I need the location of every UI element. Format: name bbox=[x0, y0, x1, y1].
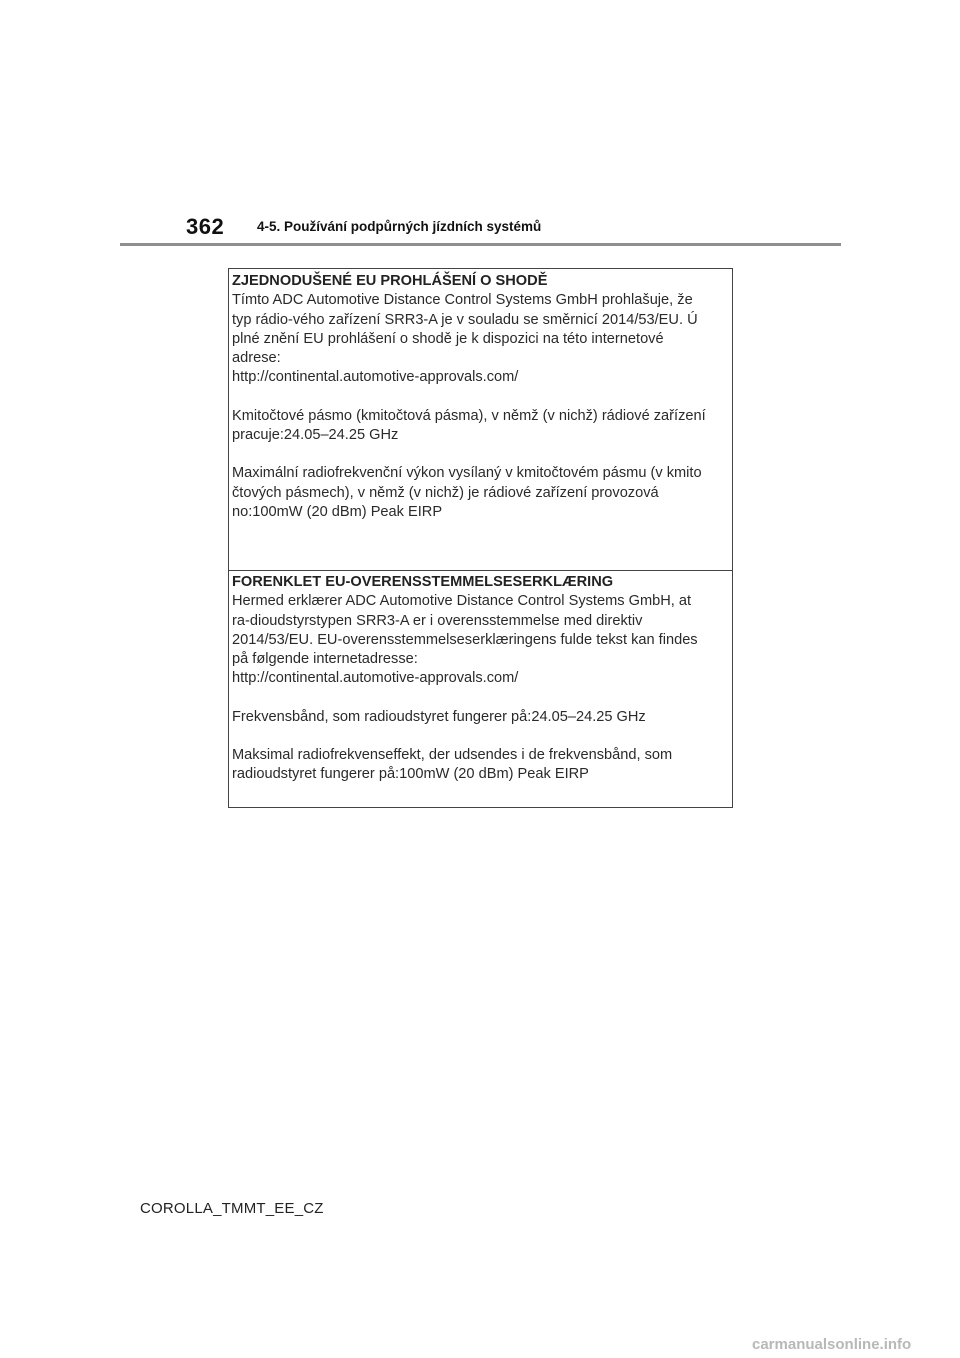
text-line: typ rádio-vého zařízení SRR3-A je v souladu se směrnicí 2014/53/EU. Ú bbox=[232, 311, 698, 328]
czech-frequency-paragraph bbox=[232, 407, 732, 446]
paragraph-spacer bbox=[232, 727, 732, 746]
approval-url: http://continental.automotive-approvals.com/ bbox=[232, 369, 519, 386]
danish-declaration-paragraph bbox=[232, 592, 732, 688]
text-line: Tímto ADC Automotive Distance Control Systems GmbH prohlašuje, že bbox=[232, 292, 693, 309]
text-line: Hermed erklærer ADC Automotive Distance Control Systems GmbH, at bbox=[232, 593, 692, 610]
declaration-box bbox=[228, 268, 733, 808]
text-line: Frekvensbånd, som radioudstyret fungerer på:24.05–24.25 GHz bbox=[232, 708, 646, 725]
text-line: plné znění EU prohlášení o shodě je k dispozici na této internetové bbox=[232, 330, 664, 347]
danish-power-paragraph bbox=[232, 746, 732, 785]
czech-declaration-paragraph bbox=[232, 291, 732, 387]
text-line: adrese: bbox=[232, 350, 281, 367]
text-line: pracuje:24.05–24.25 GHz bbox=[232, 427, 399, 444]
header-divider bbox=[120, 243, 841, 246]
document-code: COROLLA_TMMT_EE_CZ bbox=[140, 1200, 324, 1217]
text-line: Maksimal radiofrekvenseffekt, der udsendes i de frekvensbånd, som bbox=[232, 747, 673, 764]
text-line: radioudstyret fungerer på:100mW (20 dBm) Peak EIRP bbox=[232, 766, 589, 783]
text-line: Maximální radiofrekvenční výkon vysílaný v kmitočtovém pásmu (v kmito bbox=[232, 465, 702, 482]
danish-declaration-panel bbox=[229, 570, 732, 808]
paragraph-spacer bbox=[232, 689, 732, 708]
approval-url: http://continental.automotive-approvals.com/ bbox=[232, 670, 519, 687]
paragraph-spacer bbox=[232, 388, 732, 407]
text-line: 2014/53/EU. EU-overensstemmelseserklæringens fulde tekst kan findes bbox=[232, 631, 698, 648]
danish-frequency-paragraph bbox=[232, 708, 732, 727]
text-line: ra-dioudstyrstypen SRR3-A er i overensstemmelse med direktiv bbox=[232, 612, 643, 629]
text-line: čtových pásmech), v němž (v nichž) je rádiové zařízení provozová bbox=[232, 484, 659, 501]
page-number: 362 bbox=[186, 214, 225, 239]
paragraph-spacer bbox=[232, 445, 732, 464]
czech-power-paragraph bbox=[232, 464, 732, 522]
section-title: 4-5. Používání podpůrných jízdních systémů bbox=[257, 219, 542, 234]
text-line: Kmitočtové pásmo (kmitočtová pásma), v němž (v nichž) rádiové zařízení bbox=[232, 407, 706, 424]
site-watermark: carmanualsonline.info bbox=[752, 1336, 912, 1353]
czech-declaration-panel bbox=[229, 269, 732, 570]
text-line: no:100mW (20 dBm) Peak EIRP bbox=[232, 503, 443, 520]
text-line: på følgende internetadresse: bbox=[232, 651, 418, 668]
czech-declaration-heading: ZJEDNODUŠENÉ EU PROHLÁŠENÍ O SHODĚ bbox=[232, 273, 548, 289]
danish-declaration-heading: FORENKLET EU-OVERENSSTEMMELSESERKLÆRING bbox=[232, 574, 614, 590]
